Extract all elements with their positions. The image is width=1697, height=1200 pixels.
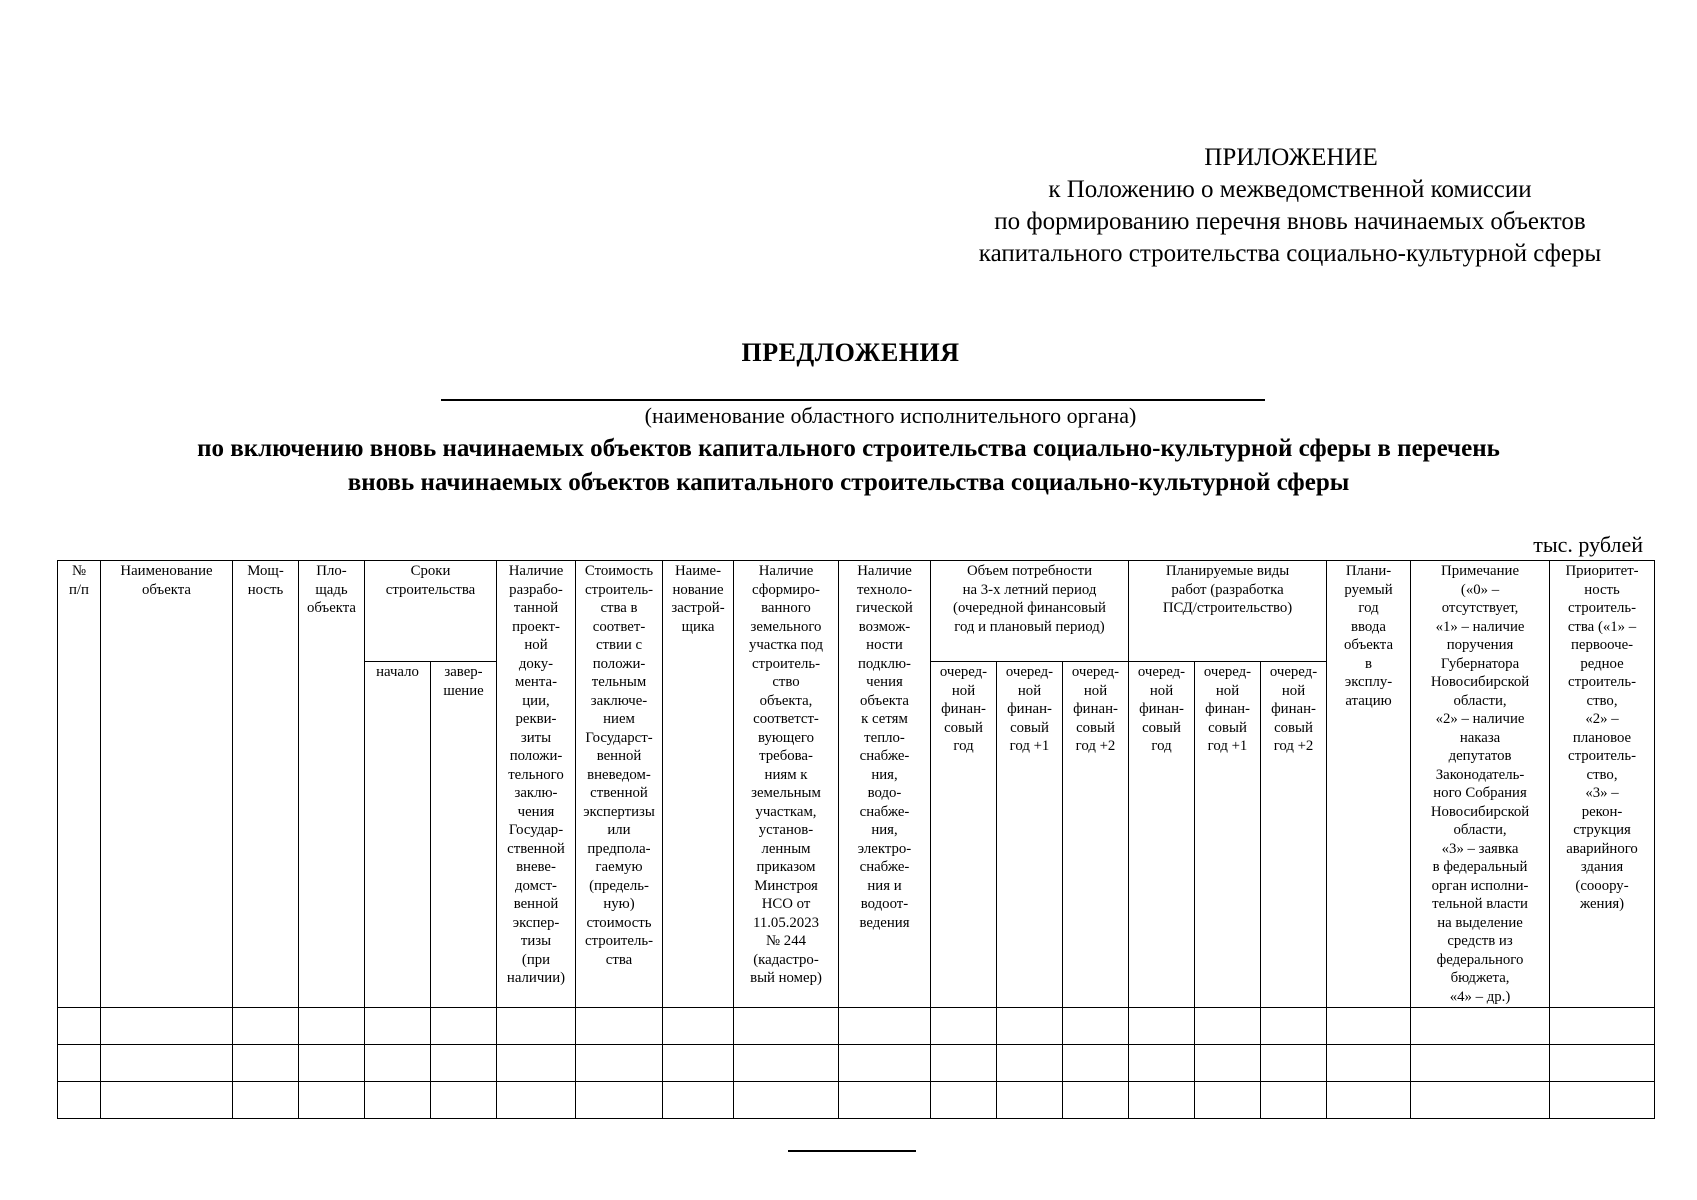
table-cell — [734, 1082, 839, 1119]
table-cell — [997, 1045, 1063, 1082]
table-cell — [1195, 1045, 1261, 1082]
table-cell — [839, 1008, 931, 1045]
appendix-line: к Положению о межведомственной комиссии — [1048, 176, 1532, 203]
table-cell — [365, 1008, 431, 1045]
proposals-table — [57, 560, 1655, 1119]
appendix-line: по формированию перечня вновь начинаемых объектов — [994, 208, 1586, 235]
table-cell — [299, 1045, 365, 1082]
table-cell — [839, 1045, 931, 1082]
header-land-plot: Наличие сформиро- ванного земельного участка под строитель- ство объекта, соответст- вующего требова- ниям к земельным участкам, установ- ленным приказом Минстроя НСО от 11.05.2023 № 244 (кадастро- вый номер) — [734, 561, 839, 1008]
header-priority: Приоритет- ность строитель- ства («1» – первооче- редное строитель- ство, «2» – плановое строитель- ство, «3» – рекон- струкция аварийного здания (сооору- жения) — [1550, 561, 1655, 1008]
header-need-year-2: очеред- ной финан- совый год +2 — [1063, 662, 1129, 1008]
header-number: № п/п — [58, 561, 101, 1008]
table-cell — [576, 1045, 663, 1082]
header-need-year-1: очеред- ной финан- совый год +1 — [997, 662, 1063, 1008]
table-cell — [997, 1082, 1063, 1119]
table-cell — [1063, 1082, 1129, 1119]
header-note: Примечание («0» – отсутствует, «1» – наличие поручения Губернатора Новосибирской области, «2» – наличие наказа депутатов Законодатель- ного Собрания Новосибирской области, «3» – заявка в федеральный орган исполни- тельной власти на выделение средств из федерального бюджета, «4» – др.) — [1411, 561, 1550, 1008]
table-cell — [233, 1082, 299, 1119]
table-cell — [931, 1082, 997, 1119]
appendix-block — [890, 142, 1690, 270]
header-works-year-0: очеред- ной финан- совый год — [1129, 662, 1195, 1008]
table-cell — [233, 1045, 299, 1082]
table-cell — [365, 1082, 431, 1119]
table-cell — [58, 1045, 101, 1082]
table-cell — [734, 1045, 839, 1082]
table-cell — [1411, 1082, 1550, 1119]
table-cell — [1261, 1082, 1327, 1119]
header-area: Пло- щадь объекта — [299, 561, 365, 1008]
table-cell — [497, 1082, 576, 1119]
header-need-year-0: очеред- ной финан- совый год — [931, 662, 997, 1008]
table-cell — [1411, 1045, 1550, 1082]
table-cell — [101, 1082, 233, 1119]
header-terms-end: завер- шение — [431, 662, 497, 1008]
table-cell — [997, 1008, 1063, 1045]
table-cell — [1195, 1082, 1261, 1119]
subtitle-line: вновь начинаемых объектов капитального строительства социально-культурной сферы — [347, 469, 1350, 496]
table-cell — [233, 1008, 299, 1045]
header-works-year-2: очеред- ной финан- совый год +2 — [1261, 662, 1327, 1008]
header-capacity: Мощ- ность — [233, 561, 299, 1008]
table-cell — [1411, 1008, 1550, 1045]
header-commission-year: Плани- руемый год ввода объекта в эксплу- атацию — [1327, 561, 1411, 1008]
header-terms-start: начало — [365, 662, 431, 1008]
fill-in-caption: (наименование областного исполнительного органа) — [644, 403, 1137, 428]
table-cell — [734, 1008, 839, 1045]
table-cell — [1550, 1045, 1655, 1082]
header-tech-connection: Наличие техноло- гической возмож- ности подклю- чения объекта к сетям тепло- снабже- ния, водо- снабже- ния, электро- снабже- ния и водоот- ведения — [839, 561, 931, 1008]
table-row — [58, 1082, 1655, 1119]
appendix-line: капитального строительства социально-культурной сферы — [978, 240, 1602, 267]
table-cell — [1327, 1008, 1411, 1045]
table-cell — [299, 1008, 365, 1045]
table-cell — [663, 1045, 734, 1082]
table-cell — [101, 1008, 233, 1045]
table-cell — [663, 1008, 734, 1045]
table-cell — [663, 1082, 734, 1119]
header-construction-cost: Стоимость строитель- ства в соответ- ствии с положи- тельным заключе- нием Государст- венной вневедом- ственной экспертизы или предпола- гаемую (предель- ную) стоимость строитель- ства — [576, 561, 663, 1008]
table-cell — [1063, 1045, 1129, 1082]
table-cell — [58, 1082, 101, 1119]
header-construction-terms: Сроки строительства — [365, 561, 497, 662]
table-row — [58, 1008, 1655, 1045]
subtitle-line: по включению вновь начинаемых объектов капитального строительства социально-культурной сферы в перечень — [197, 435, 1500, 462]
table-cell — [1261, 1008, 1327, 1045]
table-cell — [1261, 1045, 1327, 1082]
appendix-heading: ПРИЛОЖЕНИЕ — [1204, 144, 1378, 171]
table-cell — [1195, 1008, 1261, 1045]
table-cell — [497, 1045, 576, 1082]
table-cell — [1550, 1082, 1655, 1119]
document-title: ПРЕДЛОЖЕНИЯ — [741, 338, 960, 367]
table-cell — [101, 1045, 233, 1082]
header-need-volume: Объем потребности на 3-х летний период (очередной финансовый год и плановый период) — [931, 561, 1129, 662]
table-cell — [839, 1082, 931, 1119]
table-cell — [1063, 1008, 1129, 1045]
header-works-year-1: очеред- ной финан- совый год +1 — [1195, 662, 1261, 1008]
table-row — [58, 1045, 1655, 1082]
table-cell — [1550, 1008, 1655, 1045]
header-object-name: Наименование объекта — [101, 561, 233, 1008]
table-cell — [576, 1008, 663, 1045]
fill-in-line — [441, 399, 1265, 401]
table-cell — [1129, 1008, 1195, 1045]
table-cell — [1129, 1045, 1195, 1082]
end-of-document-line — [788, 1150, 916, 1152]
table-cell — [576, 1082, 663, 1119]
table-cell — [931, 1008, 997, 1045]
table-cell — [365, 1045, 431, 1082]
table-cell — [431, 1082, 497, 1119]
table-cell — [1327, 1045, 1411, 1082]
document-subtitle — [0, 432, 1697, 500]
table-cell — [497, 1008, 576, 1045]
table-cell — [931, 1045, 997, 1082]
table-cell — [1327, 1082, 1411, 1119]
table-cell — [431, 1008, 497, 1045]
table-cell — [1129, 1082, 1195, 1119]
table-cell — [58, 1008, 101, 1045]
table-cell — [431, 1045, 497, 1082]
header-developer: Наиме- нование застрой- щика — [663, 561, 734, 1008]
header-planned-works: Планируемые виды работ (разработка ПСД/строительство) — [1129, 561, 1327, 662]
table-cell — [299, 1082, 365, 1119]
units-label: тыс. рублей — [1533, 532, 1643, 557]
header-project-docs: Наличие разрабо- танной проект- ной доку- мента- ции, рекви- зиты положи- тельного заклю- чения Государ- ственной вневе- домст- венной экспер- тизы (при наличии) — [497, 561, 576, 1008]
table-body — [58, 1008, 1655, 1119]
